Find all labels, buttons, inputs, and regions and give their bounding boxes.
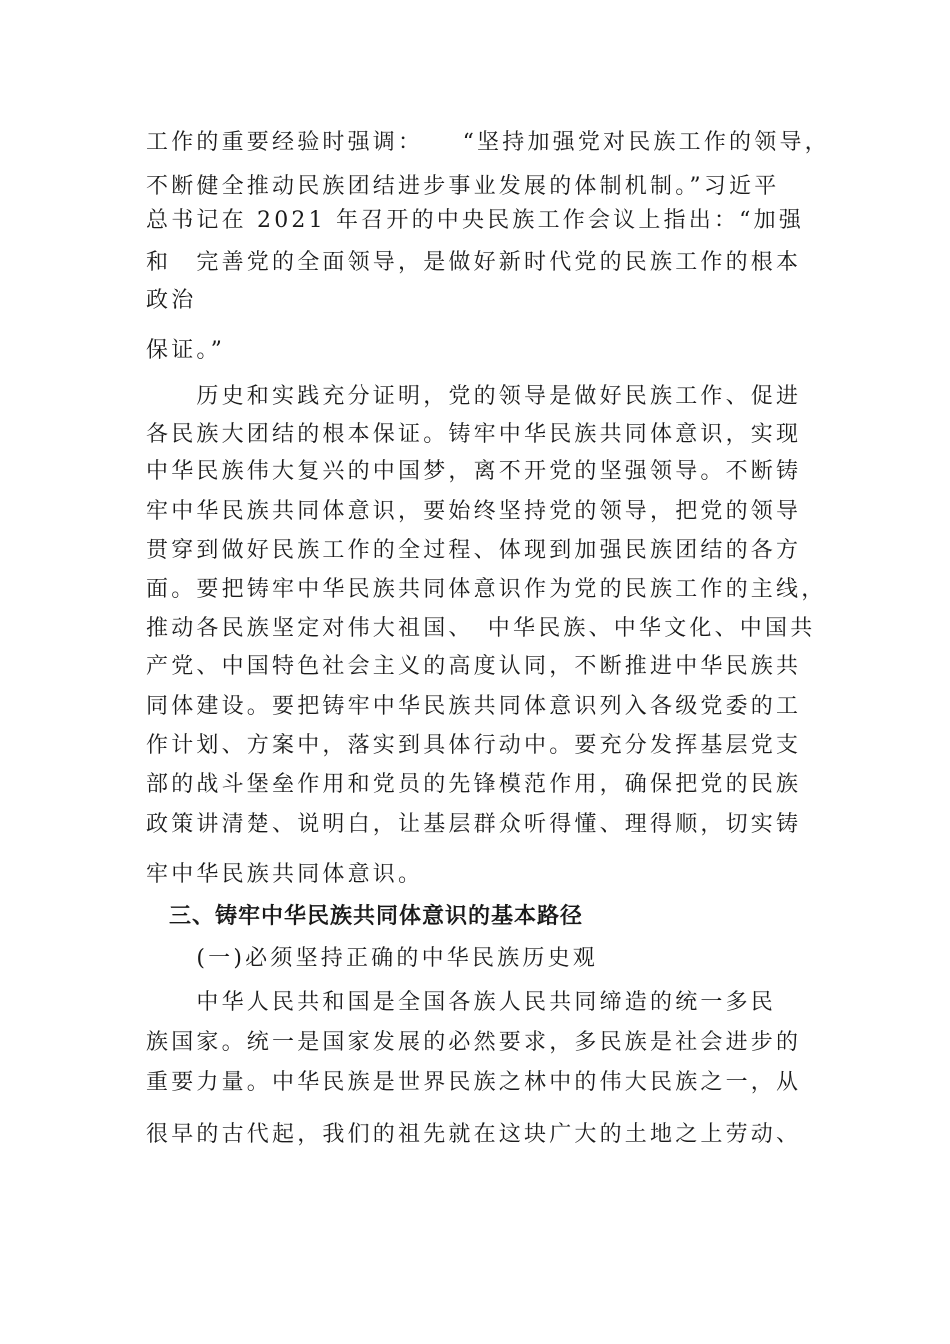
text-line: 政治 [146,288,197,313]
text-line: 牢中华民族共同体意识。 [146,862,424,887]
text-line: 面。要把铸牢中华民族共同体意识作为党的民族工作的主线， [146,577,827,602]
text-line: 贯穿到做好民族工作的全过程、体现到加强民族团结的各方 [146,538,802,563]
text-line: 保证。” [146,338,226,363]
text-line: 牢中华民族共同体意识，要始终坚持党的领导，把党的领导 [146,499,802,524]
text-line: 很早的古代起，我们的祖先就在这块广大的土地之上劳动、 [146,1122,802,1147]
text-line: 作计划、方案中，落实到具体行动中。要充分发挥基层党支 [146,733,802,758]
text-line: 推动各民族坚定对伟大祖国、 中华民族、中华文化、中国共 [146,616,816,641]
text-line: 族国家。统一是国家发展的必然要求，多民族是社会进步的 [146,1030,802,1055]
text-line: 和 完善党的全面领导，是做好新时代党的民族工作的根本 [146,250,802,275]
text-line: 总书记在 2021 年召开的中央民族工作会议上指出：“加强 [146,208,805,233]
text-line: 中华人民共和国是全国各族人民共同缔造的统一多民 [146,990,777,1015]
text-line: 重要力量。中华民族是世界民族之林中的伟大民族之一，从 [146,1070,802,1095]
text-line: 不断健全推动民族团结进步事业发展的体制机制。”习近平 [146,174,780,199]
text-line: 产党、中国特色社会主义的高度认同，不断推进中华民族共 [146,654,802,679]
text-line: 政策讲清楚、说明白，让基层群众听得懂、理得顺，切实铸 [146,812,802,837]
subsection-heading: (一)必须坚持正确的中华民族历史观 [146,946,598,971]
text-line: 各民族大团结的根本保证。铸牢中华民族共同体意识，实现 [146,422,802,447]
text-line: 历史和实践充分证明，党的领导是做好民族工作、促进 [146,384,802,409]
text-line: 中华民族伟大复兴的中国梦，离不开党的坚强领导。不断铸 [146,459,802,484]
section-heading: 三、铸牢中华民族共同体意识的基本路径 [146,904,584,929]
text-line: 工作的重要经验时强调： “坚持加强党对民族工作的领导， [146,130,830,155]
text-line: 同体建设。要把铸牢中华民族共同体意识列入各级党委的工 [146,694,802,719]
text-line: 部的战斗堡垒作用和党员的先锋模范作用，确保把党的民族 [146,772,802,797]
